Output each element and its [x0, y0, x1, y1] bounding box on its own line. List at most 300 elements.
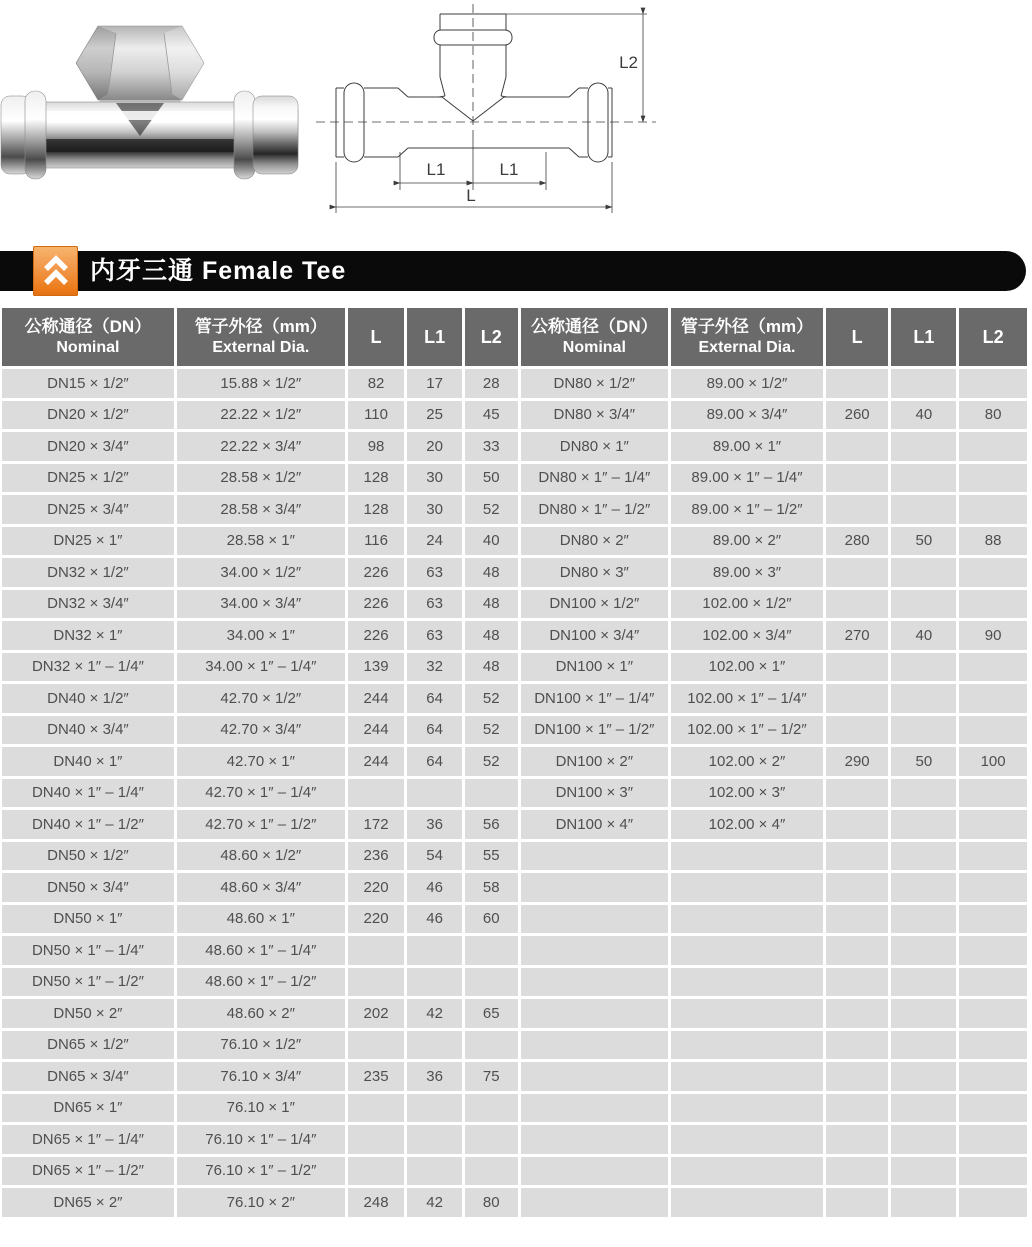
- l1-cell: [891, 905, 956, 934]
- table-row: [2, 842, 1027, 871]
- l1-cell: [891, 653, 956, 682]
- l1-cell: 30: [407, 464, 462, 493]
- l-cell: 244: [348, 684, 405, 713]
- l-cell: 172: [348, 810, 405, 839]
- l2-cell: [465, 968, 518, 997]
- l1-cell: [891, 1125, 956, 1154]
- nominal-cell: DN100 × 4″: [521, 810, 669, 839]
- table-row: [2, 527, 1027, 556]
- l-cell: 235: [348, 1062, 405, 1091]
- l1-cell: 32: [407, 653, 462, 682]
- nominal-cell: DN50 × 1″ – 1/4″: [2, 936, 174, 965]
- l2-cell: [959, 810, 1027, 839]
- external-dia-cell: 42.70 × 1″ – 1/2″: [177, 810, 345, 839]
- l1-cell: [407, 1125, 462, 1154]
- l-cell: 226: [348, 590, 405, 619]
- external-dia-cell: 89.00 × 1″: [671, 432, 823, 461]
- external-dia-cell: 76.10 × 1″: [177, 1094, 345, 1123]
- l-cell: [826, 1031, 889, 1060]
- table-row: [2, 369, 1027, 398]
- external-dia-cell: 42.70 × 3/4″: [177, 716, 345, 745]
- l2-cell: 48: [465, 590, 518, 619]
- table-row: [2, 653, 1027, 682]
- l2-cell: [465, 936, 518, 965]
- l-cell: 220: [348, 873, 405, 902]
- l1-cell: [891, 999, 956, 1028]
- l1-cell: 17: [407, 369, 462, 398]
- l2-cell: [959, 1094, 1027, 1123]
- l2-cell: 48: [465, 558, 518, 587]
- l1-cell: [891, 464, 956, 493]
- l2-cell: 45: [465, 401, 518, 430]
- external-dia-cell: 76.10 × 3/4″: [177, 1062, 345, 1091]
- table-row: [2, 968, 1027, 997]
- nominal-cell: [521, 1094, 669, 1123]
- nominal-cell: DN40 × 3/4″: [2, 716, 174, 745]
- header-l1-left: L1: [407, 308, 462, 366]
- l1-cell: 63: [407, 621, 462, 650]
- l-cell: [826, 936, 889, 965]
- l-cell: [826, 873, 889, 902]
- header-l2-left: L2: [465, 308, 518, 366]
- nominal-cell: DN40 × 1″ – 1/4″: [2, 779, 174, 808]
- l-cell: 236: [348, 842, 405, 871]
- l1-cell: [891, 779, 956, 808]
- l2-cell: 88: [959, 527, 1027, 556]
- nominal-cell: DN65 × 3/4″: [2, 1062, 174, 1091]
- table-row: [2, 810, 1027, 839]
- product-photo: [0, 6, 310, 234]
- l-cell: [826, 1157, 889, 1186]
- table-row: [2, 905, 1027, 934]
- l2-cell: [959, 464, 1027, 493]
- dim-label-l1-right: L1: [499, 160, 519, 179]
- nominal-cell: DN15 × 1/2″: [2, 369, 174, 398]
- l1-cell: [891, 810, 956, 839]
- l1-cell: [407, 936, 462, 965]
- chevron-glyphs: [39, 253, 73, 289]
- l2-cell: [959, 495, 1027, 524]
- l-cell: 280: [826, 527, 889, 556]
- l1-cell: [407, 968, 462, 997]
- l2-cell: [959, 369, 1027, 398]
- l2-cell: 48: [465, 653, 518, 682]
- nominal-cell: DN80 × 1″ – 1/2″: [521, 495, 669, 524]
- l-cell: [348, 1031, 405, 1060]
- l1-cell: [891, 873, 956, 902]
- l-cell: [826, 968, 889, 997]
- external-dia-cell: [671, 842, 823, 871]
- l1-cell: 24: [407, 527, 462, 556]
- l1-cell: [891, 590, 956, 619]
- l2-cell: [465, 1031, 518, 1060]
- external-dia-cell: 76.10 × 1/2″: [177, 1031, 345, 1060]
- external-dia-cell: [671, 1188, 823, 1217]
- l2-cell: 40: [465, 527, 518, 556]
- l1-cell: [891, 936, 956, 965]
- table-row: [2, 1125, 1027, 1154]
- l2-cell: 28: [465, 369, 518, 398]
- l-cell: [826, 716, 889, 745]
- nominal-cell: [521, 1188, 669, 1217]
- l2-cell: 52: [465, 495, 518, 524]
- l-cell: [348, 936, 405, 965]
- l1-cell: 40: [891, 401, 956, 430]
- external-dia-cell: [671, 968, 823, 997]
- l2-cell: 60: [465, 905, 518, 934]
- nominal-cell: DN25 × 3/4″: [2, 495, 174, 524]
- table-row: [2, 401, 1027, 430]
- external-dia-cell: 28.58 × 1″: [177, 527, 345, 556]
- header-external-right: 管子外径（mm） External Dia.: [671, 308, 823, 366]
- header-nominal-right: 公称通径（DN） Nominal: [521, 308, 669, 366]
- external-dia-cell: 76.10 × 2″: [177, 1188, 345, 1217]
- l1-cell: [891, 369, 956, 398]
- external-dia-cell: [671, 873, 823, 902]
- l-cell: 110: [348, 401, 405, 430]
- l1-cell: 30: [407, 495, 462, 524]
- dim-label-l2: L2: [619, 53, 638, 72]
- l-cell: 226: [348, 621, 405, 650]
- l1-cell: [891, 1157, 956, 1186]
- dimensions-table: [0, 305, 1030, 1220]
- l2-cell: [959, 684, 1027, 713]
- l-cell: 82: [348, 369, 405, 398]
- l-cell: [826, 999, 889, 1028]
- table-row: [2, 684, 1027, 713]
- nominal-cell: DN80 × 2″: [521, 527, 669, 556]
- external-dia-cell: [671, 1157, 823, 1186]
- external-dia-cell: 89.00 × 1″ – 1/2″: [671, 495, 823, 524]
- external-dia-cell: [671, 1062, 823, 1091]
- nominal-cell: [521, 905, 669, 934]
- l1-cell: 50: [891, 747, 956, 776]
- product-photo-image: [0, 6, 310, 234]
- l1-cell: [891, 968, 956, 997]
- external-dia-cell: 102.00 × 2″: [671, 747, 823, 776]
- l-cell: 244: [348, 747, 405, 776]
- l2-cell: [959, 968, 1027, 997]
- nominal-cell: DN50 × 3/4″: [2, 873, 174, 902]
- header-l-right: L: [826, 308, 889, 366]
- l1-cell: [891, 1188, 956, 1217]
- l1-cell: [891, 1062, 956, 1091]
- nominal-cell: [521, 1125, 669, 1154]
- external-dia-cell: 102.00 × 3″: [671, 779, 823, 808]
- dim-label-l1-left: L1: [426, 160, 446, 179]
- external-dia-cell: 102.00 × 4″: [671, 810, 823, 839]
- l1-cell: [407, 1094, 462, 1123]
- l1-cell: [891, 684, 956, 713]
- l1-cell: [407, 779, 462, 808]
- l2-cell: [959, 1188, 1027, 1217]
- l-cell: 290: [826, 747, 889, 776]
- l2-cell: 80: [959, 401, 1027, 430]
- l1-cell: [891, 1031, 956, 1060]
- external-dia-cell: 34.00 × 1″: [177, 621, 345, 650]
- l2-cell: [465, 1157, 518, 1186]
- l-cell: [826, 558, 889, 587]
- table-row: [2, 936, 1027, 965]
- nominal-cell: DN40 × 1″ – 1/2″: [2, 810, 174, 839]
- l2-cell: 90: [959, 621, 1027, 650]
- header-external-left: 管子外径（mm） External Dia.: [177, 308, 345, 366]
- l2-cell: [959, 653, 1027, 682]
- table-row: [2, 558, 1027, 587]
- l-cell: [826, 369, 889, 398]
- nominal-cell: [521, 1157, 669, 1186]
- l2-cell: 48: [465, 621, 518, 650]
- l1-cell: 63: [407, 558, 462, 587]
- l1-cell: [407, 1031, 462, 1060]
- l2-cell: 52: [465, 684, 518, 713]
- double-chevron-up-icon: [33, 246, 78, 296]
- nominal-cell: DN32 × 1″: [2, 621, 174, 650]
- section-header: [0, 251, 1026, 291]
- l1-cell: [891, 558, 956, 587]
- l2-cell: [959, 842, 1027, 871]
- l2-cell: [959, 1125, 1027, 1154]
- l2-cell: 80: [465, 1188, 518, 1217]
- l-cell: [826, 1062, 889, 1091]
- nominal-cell: DN20 × 3/4″: [2, 432, 174, 461]
- external-dia-cell: 89.00 × 1/2″: [671, 369, 823, 398]
- nominal-cell: DN80 × 3/4″: [521, 401, 669, 430]
- external-dia-cell: 42.70 × 1/2″: [177, 684, 345, 713]
- external-dia-cell: 22.22 × 3/4″: [177, 432, 345, 461]
- nominal-cell: DN100 × 3/4″: [521, 621, 669, 650]
- l1-cell: 50: [891, 527, 956, 556]
- nominal-cell: DN25 × 1/2″: [2, 464, 174, 493]
- nominal-cell: DN25 × 1″: [2, 527, 174, 556]
- external-dia-cell: 28.58 × 1/2″: [177, 464, 345, 493]
- l-cell: [348, 1094, 405, 1123]
- external-dia-cell: [671, 1094, 823, 1123]
- l2-cell: [959, 1031, 1027, 1060]
- l1-cell: [891, 1094, 956, 1123]
- l-cell: [348, 1157, 405, 1186]
- external-dia-cell: 48.60 × 1″ – 1/4″: [177, 936, 345, 965]
- external-dia-cell: 76.10 × 1″ – 1/4″: [177, 1125, 345, 1154]
- l1-cell: [407, 1157, 462, 1186]
- external-dia-cell: 48.60 × 1/2″: [177, 842, 345, 871]
- l1-cell: 64: [407, 716, 462, 745]
- external-dia-cell: [671, 936, 823, 965]
- l-cell: 226: [348, 558, 405, 587]
- l1-cell: 42: [407, 999, 462, 1028]
- nominal-cell: DN20 × 1/2″: [2, 401, 174, 430]
- table-row: [2, 1157, 1027, 1186]
- l1-cell: 36: [407, 1062, 462, 1091]
- l1-cell: [891, 842, 956, 871]
- table-row: [2, 999, 1027, 1028]
- l-cell: 260: [826, 401, 889, 430]
- l-cell: 98: [348, 432, 405, 461]
- l-cell: [348, 968, 405, 997]
- l-cell: [826, 1188, 889, 1217]
- external-dia-cell: 48.60 × 3/4″: [177, 873, 345, 902]
- l1-cell: 64: [407, 684, 462, 713]
- l-cell: 116: [348, 527, 405, 556]
- header-nominal-left: 公称通径（DN） Nominal: [2, 308, 174, 366]
- l2-cell: [959, 873, 1027, 902]
- l2-cell: [959, 936, 1027, 965]
- external-dia-cell: 102.00 × 1″ – 1/4″: [671, 684, 823, 713]
- nominal-cell: [521, 936, 669, 965]
- nominal-cell: [521, 968, 669, 997]
- external-dia-cell: 89.00 × 1″ – 1/4″: [671, 464, 823, 493]
- l1-cell: 64: [407, 747, 462, 776]
- nominal-cell: DN50 × 1″ – 1/2″: [2, 968, 174, 997]
- l-cell: 248: [348, 1188, 405, 1217]
- l-cell: [826, 432, 889, 461]
- nominal-cell: DN100 × 1/2″: [521, 590, 669, 619]
- nominal-cell: DN80 × 3″: [521, 558, 669, 587]
- nominal-cell: DN100 × 3″: [521, 779, 669, 808]
- table-row: [2, 1031, 1027, 1060]
- header-l-left: L: [348, 308, 405, 366]
- external-dia-cell: 89.00 × 3/4″: [671, 401, 823, 430]
- nominal-cell: DN80 × 1″: [521, 432, 669, 461]
- l2-cell: [465, 779, 518, 808]
- l2-cell: 33: [465, 432, 518, 461]
- external-dia-cell: 102.00 × 1/2″: [671, 590, 823, 619]
- table-row: [2, 590, 1027, 619]
- nominal-cell: DN65 × 1″ – 1/4″: [2, 1125, 174, 1154]
- nominal-cell: [521, 873, 669, 902]
- l-cell: [826, 653, 889, 682]
- l-cell: 270: [826, 621, 889, 650]
- header-l1-right: L1: [891, 308, 956, 366]
- external-dia-cell: 89.00 × 3″: [671, 558, 823, 587]
- table-row: [2, 464, 1027, 493]
- l2-cell: [959, 1157, 1027, 1186]
- l1-cell: 25: [407, 401, 462, 430]
- nominal-cell: DN80 × 1″ – 1/4″: [521, 464, 669, 493]
- l1-cell: 36: [407, 810, 462, 839]
- external-dia-cell: [671, 1031, 823, 1060]
- nominal-cell: DN32 × 1/2″: [2, 558, 174, 587]
- l2-cell: 58: [465, 873, 518, 902]
- nominal-cell: DN50 × 1/2″: [2, 842, 174, 871]
- external-dia-cell: 102.00 × 3/4″: [671, 621, 823, 650]
- l2-cell: [959, 905, 1027, 934]
- l-cell: 139: [348, 653, 405, 682]
- external-dia-cell: 102.00 × 1″ – 1/2″: [671, 716, 823, 745]
- l-cell: [826, 590, 889, 619]
- nominal-cell: DN65 × 1″: [2, 1094, 174, 1123]
- dimensions-table-body: [2, 369, 1027, 1217]
- nominal-cell: [521, 999, 669, 1028]
- dimension-drawing: [316, 0, 661, 234]
- table-row: [2, 1094, 1027, 1123]
- header-l2-right: L2: [959, 308, 1027, 366]
- l2-cell: [959, 432, 1027, 461]
- external-dia-cell: 34.00 × 1″ – 1/4″: [177, 653, 345, 682]
- l-cell: [826, 1094, 889, 1123]
- l-cell: [826, 464, 889, 493]
- l2-cell: [959, 999, 1027, 1028]
- l-cell: [826, 684, 889, 713]
- nominal-cell: [521, 842, 669, 871]
- nominal-cell: [521, 1062, 669, 1091]
- dim-label-l: L: [466, 186, 476, 205]
- l2-cell: [959, 779, 1027, 808]
- l-cell: [826, 1125, 889, 1154]
- l-cell: 202: [348, 999, 405, 1028]
- l2-cell: [959, 590, 1027, 619]
- table-row: [2, 495, 1027, 524]
- external-dia-cell: 48.60 × 2″: [177, 999, 345, 1028]
- external-dia-cell: 76.10 × 1″ – 1/2″: [177, 1157, 345, 1186]
- l2-cell: 55: [465, 842, 518, 871]
- nominal-cell: DN32 × 1″ – 1/4″: [2, 653, 174, 682]
- l-cell: 128: [348, 495, 405, 524]
- l1-cell: 40: [891, 621, 956, 650]
- l-cell: 128: [348, 464, 405, 493]
- nominal-cell: DN50 × 1″: [2, 905, 174, 934]
- nominal-cell: DN80 × 1/2″: [521, 369, 669, 398]
- l2-cell: 50: [465, 464, 518, 493]
- nominal-cell: DN100 × 1″ – 1/2″: [521, 716, 669, 745]
- l-cell: [826, 779, 889, 808]
- external-dia-cell: [671, 999, 823, 1028]
- l1-cell: 63: [407, 590, 462, 619]
- external-dia-cell: 15.88 × 1/2″: [177, 369, 345, 398]
- l1-cell: 54: [407, 842, 462, 871]
- external-dia-cell: [671, 1125, 823, 1154]
- external-dia-cell: 48.60 × 1″: [177, 905, 345, 934]
- l-cell: [826, 842, 889, 871]
- external-dia-cell: 34.00 × 1/2″: [177, 558, 345, 587]
- nominal-cell: DN100 × 1″ – 1/4″: [521, 684, 669, 713]
- table-row: [2, 716, 1027, 745]
- table-header-row: [2, 308, 1027, 366]
- l2-cell: 75: [465, 1062, 518, 1091]
- l-cell: 244: [348, 716, 405, 745]
- table-row: [2, 621, 1027, 650]
- external-dia-cell: 34.00 × 3/4″: [177, 590, 345, 619]
- l-cell: [348, 1125, 405, 1154]
- table-row: [2, 779, 1027, 808]
- l2-cell: [959, 558, 1027, 587]
- l1-cell: [891, 716, 956, 745]
- l-cell: [826, 495, 889, 524]
- l1-cell: 46: [407, 873, 462, 902]
- l1-cell: 42: [407, 1188, 462, 1217]
- nominal-cell: DN100 × 1″: [521, 653, 669, 682]
- l-cell: [826, 810, 889, 839]
- external-dia-cell: 42.70 × 1″ – 1/4″: [177, 779, 345, 808]
- l2-cell: [465, 1125, 518, 1154]
- nominal-cell: [521, 1031, 669, 1060]
- table-row: [2, 747, 1027, 776]
- nominal-cell: DN50 × 2″: [2, 999, 174, 1028]
- l-cell: [826, 905, 889, 934]
- nominal-cell: DN65 × 2″: [2, 1188, 174, 1217]
- l1-cell: [891, 432, 956, 461]
- external-dia-cell: 28.58 × 3/4″: [177, 495, 345, 524]
- l1-cell: 46: [407, 905, 462, 934]
- table-row: [2, 1188, 1027, 1217]
- nominal-cell: DN32 × 3/4″: [2, 590, 174, 619]
- nominal-cell: DN40 × 1″: [2, 747, 174, 776]
- external-dia-cell: 22.22 × 1/2″: [177, 401, 345, 430]
- external-dia-cell: 102.00 × 1″: [671, 653, 823, 682]
- l2-cell: [959, 716, 1027, 745]
- nominal-cell: DN100 × 2″: [521, 747, 669, 776]
- l1-cell: 20: [407, 432, 462, 461]
